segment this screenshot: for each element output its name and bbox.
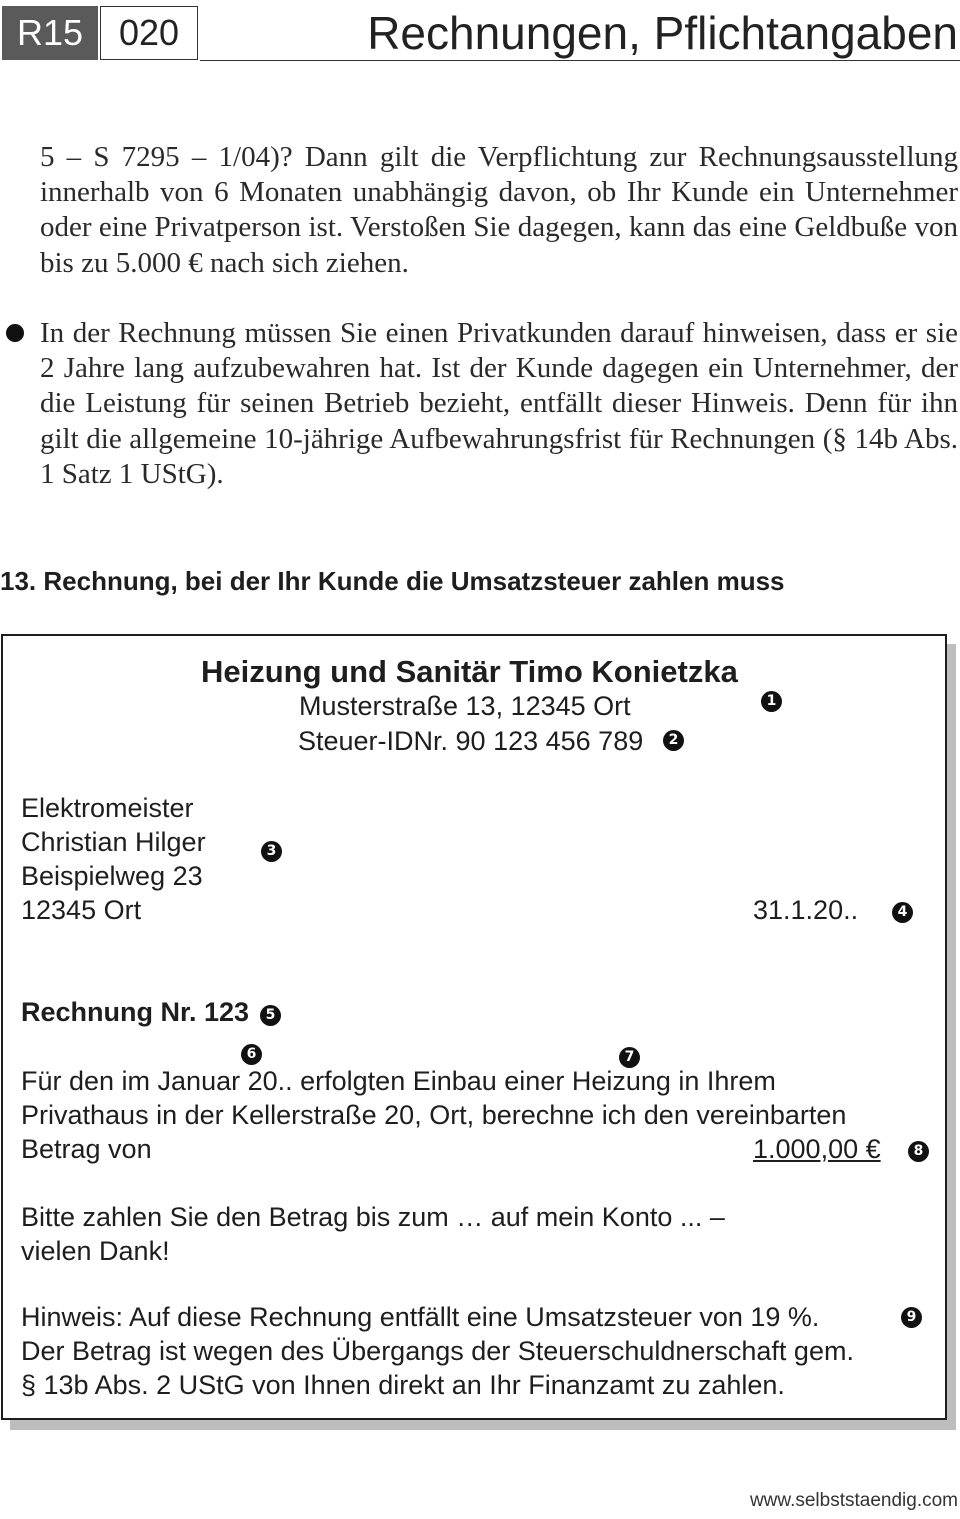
bullet-icon bbox=[6, 324, 24, 342]
invoice-body-line-2: Privathaus in der Kellerstraße 20, Ort, berechne ich den vereinbarten bbox=[21, 1100, 847, 1130]
page-header bbox=[0, 0, 960, 64]
paragraph-continuation: 5 – S 7295 – 1/04)? Dann gilt die Verpflichtung zur Rechnungsausstellung innerhalb von 6 Monaten unabhängig davon, ob Ihr Kunde ein Unternehmer oder eine Privatperson ist. Verstoßen Sie dagegen, kann das eine Geldbuße von bis zu 5.000 € nach sich ziehen. bbox=[40, 141, 958, 279]
payment-line-2: vielen Dank! bbox=[21, 1236, 170, 1266]
recipient-line-3: Beispielweg 23 bbox=[21, 861, 203, 891]
invoice-date: 31.1.20.. bbox=[753, 895, 859, 925]
invoice-amount: 1.000,00 € bbox=[753, 1134, 881, 1164]
invoice-body-line-3: Betrag von bbox=[21, 1134, 152, 1164]
marker-8-icon: 8 bbox=[908, 1141, 929, 1162]
page-number: 020 bbox=[100, 6, 198, 60]
marker-4-icon: 4 bbox=[892, 902, 913, 923]
payment-line-1: Bitte zahlen Sie den Betrag bis zum … auf mein Konto ... – bbox=[21, 1202, 725, 1232]
marker-7-icon: 7 bbox=[619, 1047, 640, 1068]
marker-1-icon: 1 bbox=[761, 691, 782, 712]
section-heading: 13. Rechnung, bei der Ihr Kunde die Umsatzsteuer zahlen muss bbox=[0, 566, 785, 596]
recipient-line-1: Elektromeister bbox=[21, 793, 194, 823]
page-title: Rechnungen, Pflichtangaben bbox=[367, 7, 958, 59]
invoice-company-address: Musterstraße 13, 12345 Ort bbox=[299, 691, 631, 721]
note-line-2: Der Betrag ist wegen des Übergangs der Steuerschuldnerschaft gem. bbox=[21, 1336, 854, 1366]
marker-9-icon: 9 bbox=[901, 1307, 922, 1328]
chapter-code: R15 bbox=[2, 6, 98, 60]
recipient-line-4: 12345 Ort bbox=[21, 895, 142, 925]
marker-2-icon: 2 bbox=[663, 730, 684, 751]
note-line-3: § 13b Abs. 2 UStG von Ihnen direkt an Ihr Finanzamt zu zahlen. bbox=[21, 1370, 785, 1400]
marker-5-icon: 5 bbox=[260, 1005, 281, 1026]
invoice-sample bbox=[1, 634, 947, 1420]
marker-6-icon: 6 bbox=[241, 1044, 262, 1065]
invoice-company-name: Heizung und Sanitär Timo Konietzka bbox=[201, 654, 738, 689]
recipient-line-2: Christian Hilger bbox=[21, 827, 206, 857]
footer-url: www.selbststaendig.com bbox=[749, 1490, 958, 1511]
invoice-body-line-1: Für den im Januar 20.. erfolgten Einbau einer Heizung in Ihrem bbox=[21, 1066, 776, 1096]
note-line-1: Hinweis: Auf diese Rechnung entfällt eine Umsatzsteuer von 19 %. bbox=[21, 1302, 820, 1332]
marker-3-icon: 3 bbox=[261, 841, 282, 862]
invoice-tax-id: Steuer-IDNr. 90 123 456 789 bbox=[298, 726, 644, 756]
invoice-title: Rechnung Nr. 123 bbox=[21, 997, 250, 1027]
paragraph-bullet: In der Rechnung müssen Sie einen Privatkunden darauf hinweisen, dass er sie 2 Jahre lang aufzubewahren hat. Ist der Kunde dagegen ein Unternehmer, der die Leistung für seinen Betrieb bezieht, entfällt dieser Hinweis. Denn für ihn gilt die allgemeine 10-jährige Aufbewahrungsfrist für Rechnungen (§ 14b Abs. 1 Satz 1 UStG). bbox=[40, 317, 958, 490]
header-divider bbox=[200, 60, 960, 61]
